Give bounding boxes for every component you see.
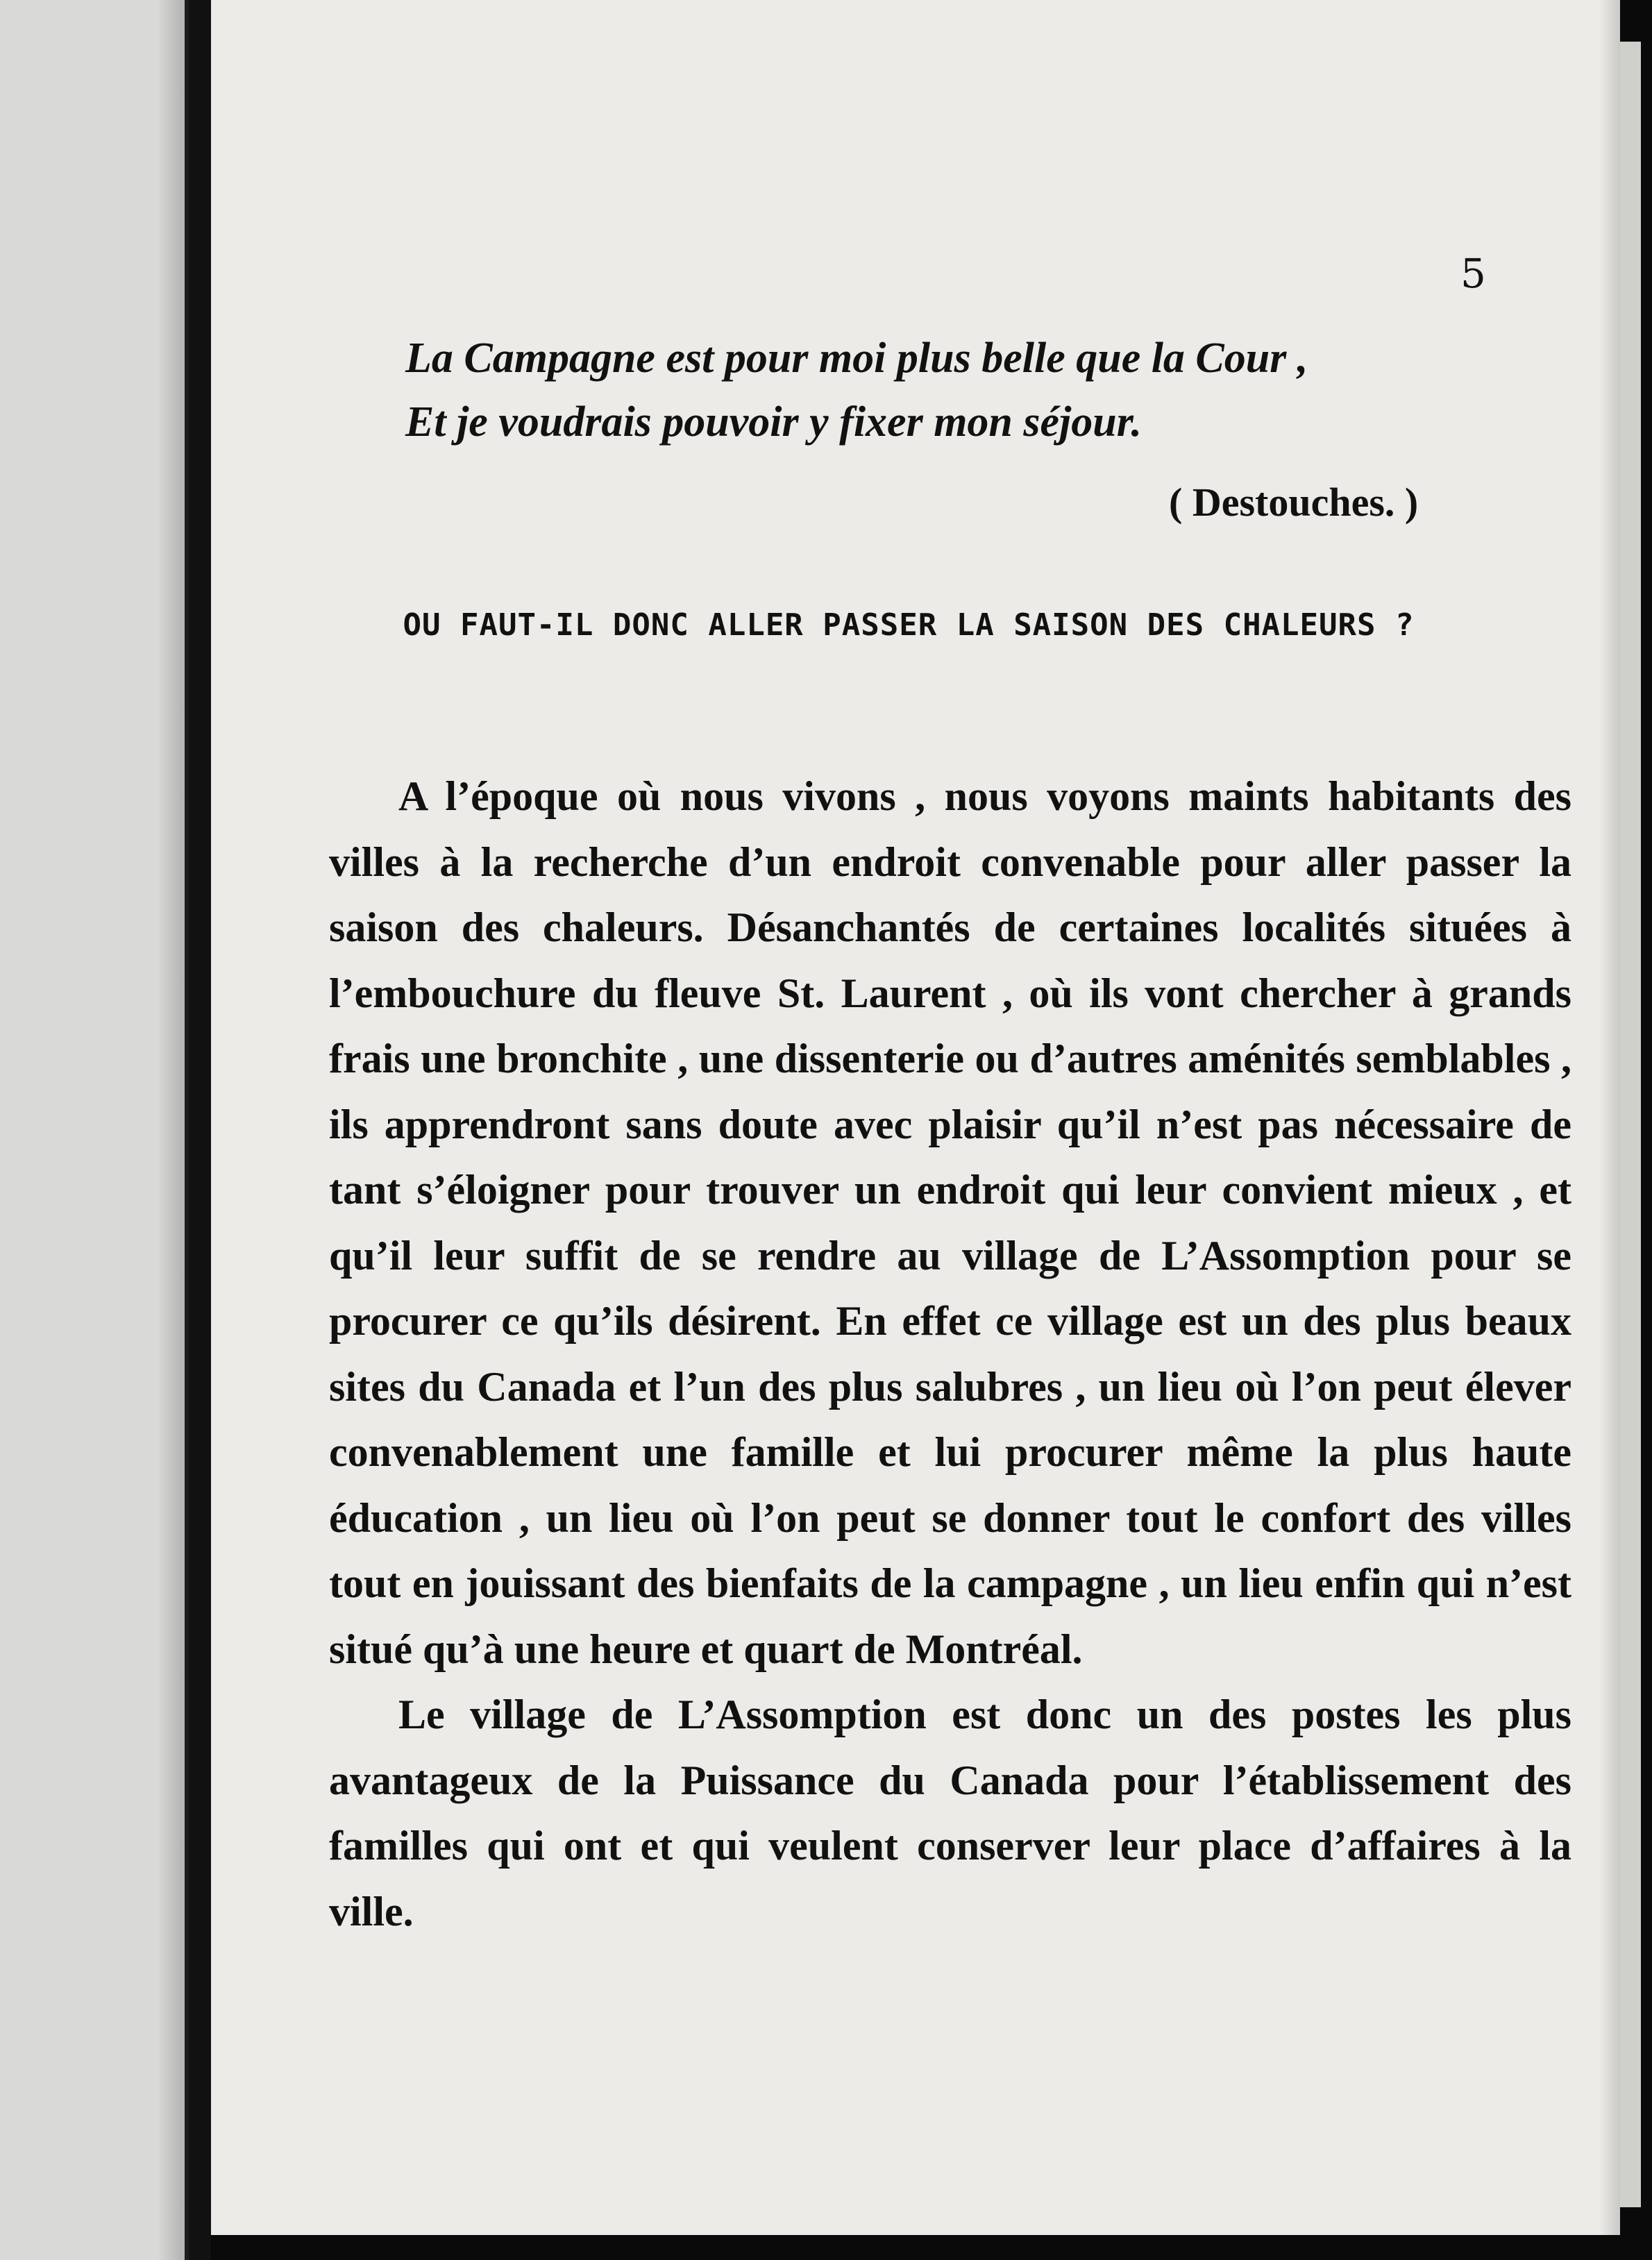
facing-page-edge: [0, 0, 189, 2260]
epigraph-line: La Campagne est pour moi plus belle que la Cour ,: [405, 335, 1308, 382]
paragraph: Le village de L’Assomption est donc un des postes les plus avantageux de la Puissance du Canada pour l’établissement des familles qui ont et qui veulent conserver leur place d’affaires à la ville.: [329, 1692, 1571, 1934]
epigraph: [405, 326, 1488, 454]
book-page: [211, 0, 1620, 2235]
epigraph-attribution: ( Destouches. ): [1169, 480, 1419, 525]
paragraph: A l’époque où nous vivons , nous voyons maints habitants des villes à la recherche d’un endroit convenable pour aller passer la saison des chaleurs. Désanchantés de certaines localités situées à l’embouchure du fleuve St. Laurent , où ils vont chercher à grands frais une bronchite , une dissenterie ou d’autres aménités semblables , ils apprendront sans doute avec plaisir qu’il n’est pas nécessaire de tant s’éloigner pour trouver un endroit qui leur convient mieux , et qu’il leur suffit de se rendre au village de L’Assomption pour se procurer ce qu’ils désirent. En effet ce village est un des plus beaux sites du Canada et l’un des plus salubres , un lieu où l’on peut élever convenablement une famille et lui procurer même la plus haute éducation , un lieu où l’on peut se donner tout le confort des villes tout en jouissant des bienfaits de la campagne , un lieu enfin qui n’est situé qu’à une heure et quart de Montréal.: [329, 773, 1571, 1672]
page-number: 5: [1460, 250, 1486, 297]
epigraph-line: Et je voudrais pouvoir y fixer mon séjour.: [405, 398, 1142, 446]
book-gutter: [189, 0, 211, 2260]
section-heading: OU FAUT-IL DONC ALLER PASSER LA SAISON DES CHALEURS ?: [403, 607, 1415, 643]
body-text: [329, 764, 1571, 1944]
page-edge-strip: [1620, 42, 1641, 2207]
